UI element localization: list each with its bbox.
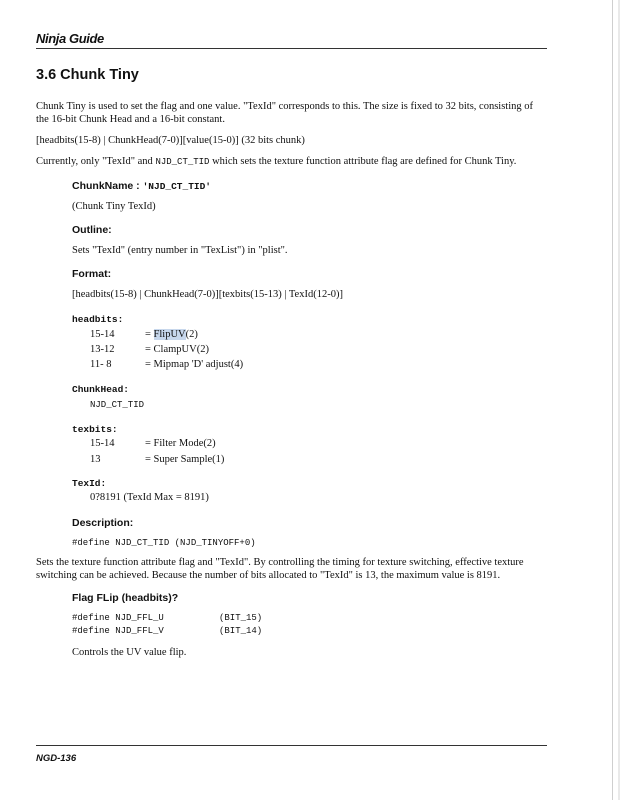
headbits-desc-1 bbox=[145, 329, 198, 340]
flagflip-define-v: #define NJD_FFL_V bbox=[72, 626, 164, 636]
headbits-heading: headbits: bbox=[72, 314, 124, 325]
outline-heading: Outline: bbox=[72, 224, 112, 236]
flagflip-define-v-value: (BIT_14) bbox=[219, 626, 263, 636]
flagflip-heading: Flag FLip (headbits)? bbox=[72, 592, 179, 604]
texid-value: 0?8191 (TexId Max = 8191) bbox=[90, 492, 209, 503]
intro-current-paragraph bbox=[36, 156, 548, 169]
flagflip-text: Controls the UV value flip. bbox=[72, 647, 187, 658]
page-number: NGD-136 bbox=[36, 753, 77, 764]
flipuv-selected-text[interactable]: FlipUV bbox=[153, 329, 186, 340]
headbits-bits-1: 15-14 bbox=[90, 329, 115, 340]
chunkname-code: 'NJD_CT_TID' bbox=[142, 181, 212, 192]
chunkname-note: (Chunk Tiny TexId) bbox=[72, 201, 156, 212]
format-heading: Format: bbox=[72, 268, 112, 280]
intro-paragraph: Chunk Tiny is used to set the flag and one value. "TexId" corresponds to this. The size is fixed to 32 bits, consisting of the 16-bit Chunk Head and a 16-bit constant. bbox=[36, 101, 534, 125]
chunk-format-line: [headbits(15-8) | ChunkHead(7-0)][value(15-0)] (32 bits chunk) bbox=[36, 135, 305, 146]
section-title: 3.6 Chunk Tiny bbox=[36, 67, 139, 83]
headbits-bits-2: 13-12 bbox=[90, 344, 115, 355]
page-edge-line bbox=[612, 0, 613, 800]
outline-text: Sets "TexId" (entry number in "TexList") in "plist". bbox=[72, 245, 288, 256]
headbits-desc-3: = Mipmap 'D' adjust(4) bbox=[145, 359, 244, 370]
header-title: Ninja Guide bbox=[36, 31, 104, 46]
chunkhead-value: NJD_CT_TID bbox=[90, 400, 145, 410]
chunkname-line bbox=[72, 180, 211, 192]
description-heading: Description: bbox=[72, 517, 134, 529]
texbits-desc-1: = Filter Mode(2) bbox=[145, 438, 216, 449]
flagflip-define-u: #define NJD_FFL_U bbox=[72, 613, 164, 623]
headbits-desc-1-prefix: = bbox=[145, 329, 154, 340]
flagflip-define-u-value: (BIT_15) bbox=[219, 613, 263, 623]
intro-current-pre: Currently, only "TexId" and bbox=[36, 156, 156, 167]
description-text: Sets the texture function attribute flag and "TexId". By controlling the timing for texture switching, effective texture switching can be achieved. Because the number of bits allocated to "TexId" is 13, the maximum value is 8191. bbox=[36, 557, 524, 581]
intro-current-code: NJD_CT_TID bbox=[155, 157, 210, 167]
headbits-desc-2: = ClampUV(2) bbox=[145, 344, 209, 355]
chunkname-label: ChunkName : bbox=[72, 180, 143, 192]
texbits-heading: texbits: bbox=[72, 424, 118, 435]
headbits-bits-3: 11- 8 bbox=[90, 359, 112, 370]
texbits-bits-2: 13 bbox=[90, 454, 101, 465]
intro-current-post: which sets the texture function attribute flag are defined for Chunk Tiny. bbox=[209, 156, 517, 167]
format-text: [headbits(15-8) | ChunkHead(7-0)][texbits(15-13) | TexId(12-0)] bbox=[72, 289, 343, 300]
texbits-desc-2: = Super Sample(1) bbox=[145, 454, 225, 465]
description-define: #define NJD_CT_TID (NJD_TINYOFF+0) bbox=[72, 538, 256, 548]
texid-heading: TexId: bbox=[72, 478, 107, 489]
texbits-bits-1: 15-14 bbox=[90, 438, 115, 449]
footer-rule bbox=[36, 745, 547, 746]
header-rule bbox=[36, 48, 547, 49]
chunkhead-heading: ChunkHead: bbox=[72, 384, 130, 395]
headbits-desc-1-suffix: (2) bbox=[185, 329, 198, 340]
